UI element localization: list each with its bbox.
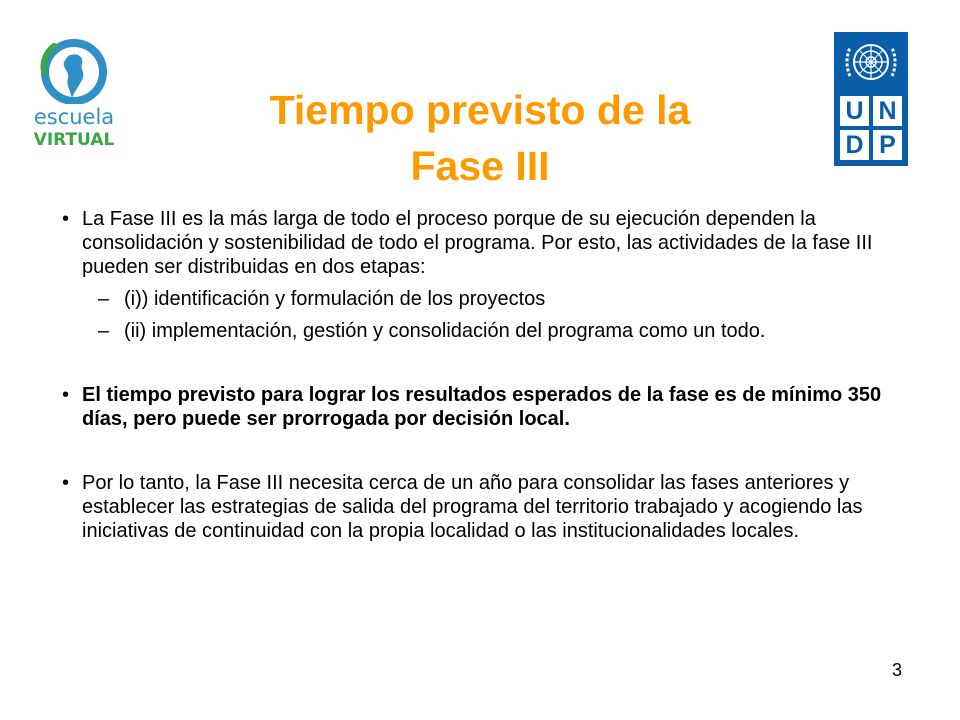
slide-title xyxy=(160,82,800,194)
dash-marker: – xyxy=(98,320,110,342)
page-number: 3 xyxy=(892,660,903,680)
undp-letter-n: N xyxy=(873,96,902,126)
escuela-virtual-logo xyxy=(24,38,124,160)
dash-marker: – xyxy=(98,288,110,310)
bullet-marker: • xyxy=(62,208,70,230)
slide-title-line-1: Tiempo previsto de la xyxy=(269,87,691,133)
slide-title-line-2: Fase III xyxy=(410,143,550,189)
bullet-text: Por lo tanto, la Fase III necesita cerca de un año para consolidar las fases anteriores y establecer las estrategias de salida del programa del territorio trabajado y acogiendo las iniciativas de continuidad con la propia localidad o las institucionalidades locales. xyxy=(82,472,863,542)
sub-bullet-text: (ii) implementación, gestión y consolidación del programa como un todo. xyxy=(124,320,766,342)
undp-logo xyxy=(834,32,908,166)
bullet-marker: • xyxy=(62,472,70,494)
un-emblem-icon xyxy=(834,32,908,92)
bullet-marker: • xyxy=(62,384,70,406)
undp-letter-d: D xyxy=(840,130,869,160)
bullet-item xyxy=(62,383,882,431)
undp-letter-u: U xyxy=(840,96,869,126)
slide-body xyxy=(62,207,882,543)
logo-text-virtual: VIRTUAL xyxy=(33,130,115,150)
bullet-text: La Fase III es la más larga de todo el proceso porque de su ejecución dependen la consolidación y sostenibilidad de todo el programa. Por esto, las actividades de la fase III pueden ser distribuidas en dos etapas: xyxy=(82,208,873,278)
bullet-item xyxy=(62,471,882,543)
bullet-item xyxy=(62,207,882,279)
globe-icon xyxy=(24,38,124,104)
sub-bullet-text: (i)) identificación y formulación de los proyectos xyxy=(124,288,546,310)
logo-text-escuela: escuela xyxy=(33,105,115,129)
bullet-text-bold: El tiempo previsto para lograr los resultados esperados de la fase es de mínimo 350 días, pero puede ser prorrogada por decisión local. xyxy=(82,384,882,430)
undp-letter-p: P xyxy=(873,130,902,160)
sub-bullet-item xyxy=(62,319,882,343)
sub-bullet-item xyxy=(62,287,882,311)
